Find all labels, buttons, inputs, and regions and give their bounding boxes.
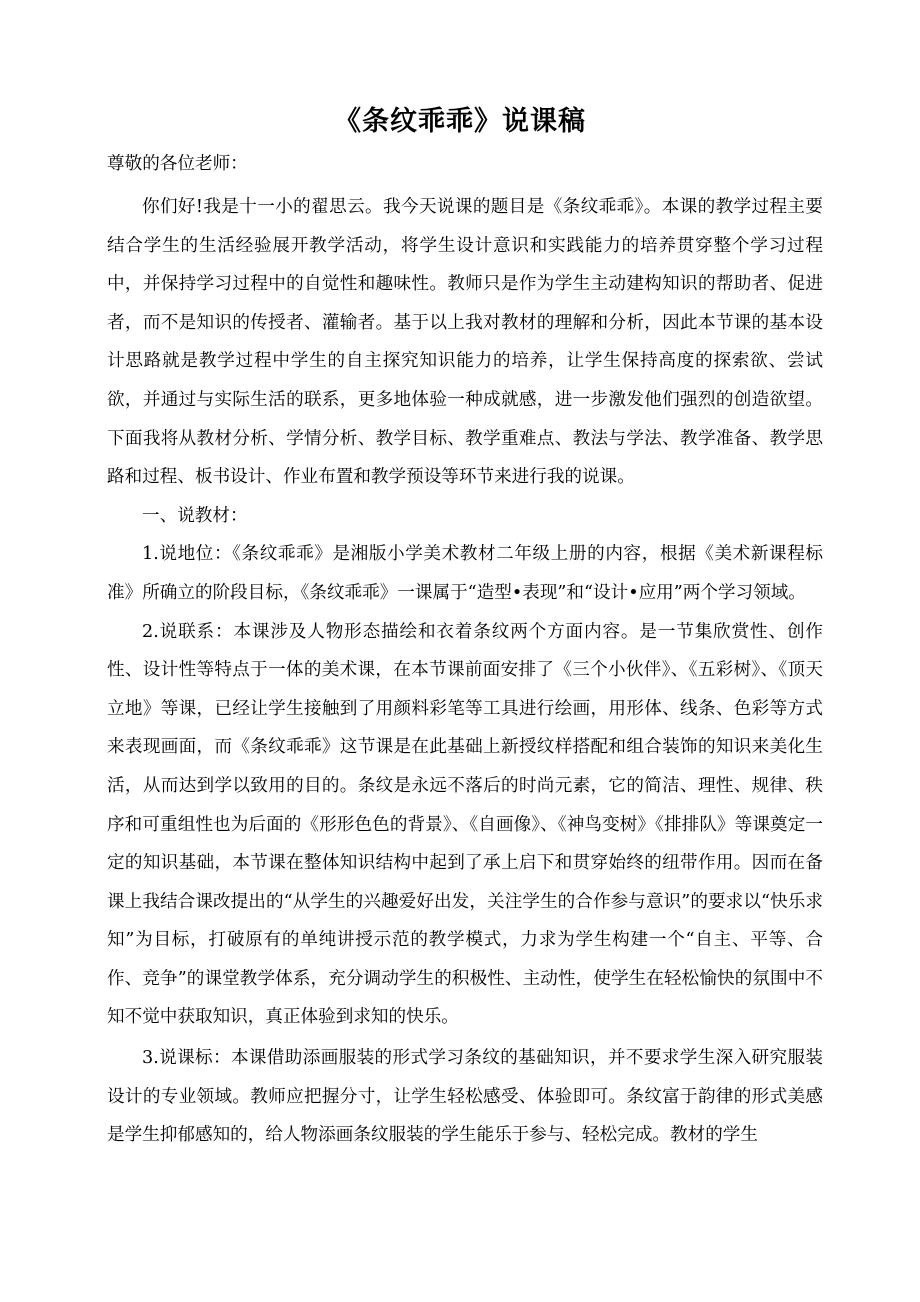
greeting-line: 尊敬的各位老师：: [107, 154, 248, 174]
section-heading-textbook: 一、说教材：: [142, 505, 248, 526]
document-title: 《条纹乖乖》说课稿: [334, 106, 586, 137]
paragraph-position: 1.说地位：《条纹乖乖》是湘版小学美术教材二年级上册的内容，根据《美术新课程标准》所确立的阶段目标，《条纹乖乖》一课属于“造型•表现”和“设计•应用”两个学习领域。: [107, 544, 823, 603]
paragraph-connection: 2.说联系：本课涉及人物形态描绘和衣着条纹两个方面内容。是一节集欣赏性、创作性、设计性等特点于一体的美术课，在本节课前面安排了《三个小伙伴》、《五彩树》、《顶天立地》等课，已经让学生接触到了用颜料彩笔等工具进行绘画，用形体、线条、色彩等方式来表现画面，而《条纹乖乖》这节课是在此基础上新授纹样搭配和组合装饰的知识来美化生活，从而达到学以致用的目的。条纹是永远不落后的时尚元素，它的简洁、理性、规律、秩序和可重组性也为后面的《形形色色的背景》、《自画像》、《神鸟变树》《排排队》等课奠定一定的知识基础，本节课在整体知识结构中起到了承上启下和贯穿始终的纽带作用。因而在备课上我结合课改提出的“从学生的兴趣爱好出发，关注学生的合作参与意识”的要求以“快乐求知”为目标，打破原有的单纯讲授示范的教学模式，力求为学生构建一个“自主、平等、合作、竞争”的课堂教学体系，充分调动学生的积极性、主动性，使学生在轻松愉快的氛围中不知不觉中获取知识，真正体验到求知的快乐。: [107, 621, 823, 1028]
intro-paragraph: 你们好!我是十一小的翟思云。我今天说课的题目是《条纹乖乖》。本课的教学过程主要结合学生的生活经验展开教学活动，将学生设计意识和实践能力的培养贯穿整个学习过程中，并保持学习过程中的自觉性和趣味性。教师只是作为学生主动建构知识的帮助者、促进者，而不是知识的传授者、灌输者。基于以上我对教材的理解和分析，因此本节课的基本设计思路就是教学过程中学生的自主探究知识能力的培养，让学生保持高度的探索欲、尝试欲，并通过与实际生活的联系，更多地体验一种成就感，进一步激发他们强烈的创造欲望。下面我将从教材分析、学情分析、教学目标、教学重难点、教法与学法、教学准备、教学思路和过程、板书设计、作业布置和教学预设等环节来进行我的说课。: [107, 197, 823, 488]
paragraph-curriculum-standard: 3.说课标：本课借助添画服装的形式学习条纹的基础知识，并不要求学生深入研究服装设计的专业领域。教师应把握分寸，让学生轻松感受、体验即可。条纹富于韵律的形式美感是学生抑郁感知的，给人物添画条纹服装的学生能乐于参与、轻松完成。教材的学生: [107, 1048, 823, 1146]
document-body: [107, 188, 823, 1155]
